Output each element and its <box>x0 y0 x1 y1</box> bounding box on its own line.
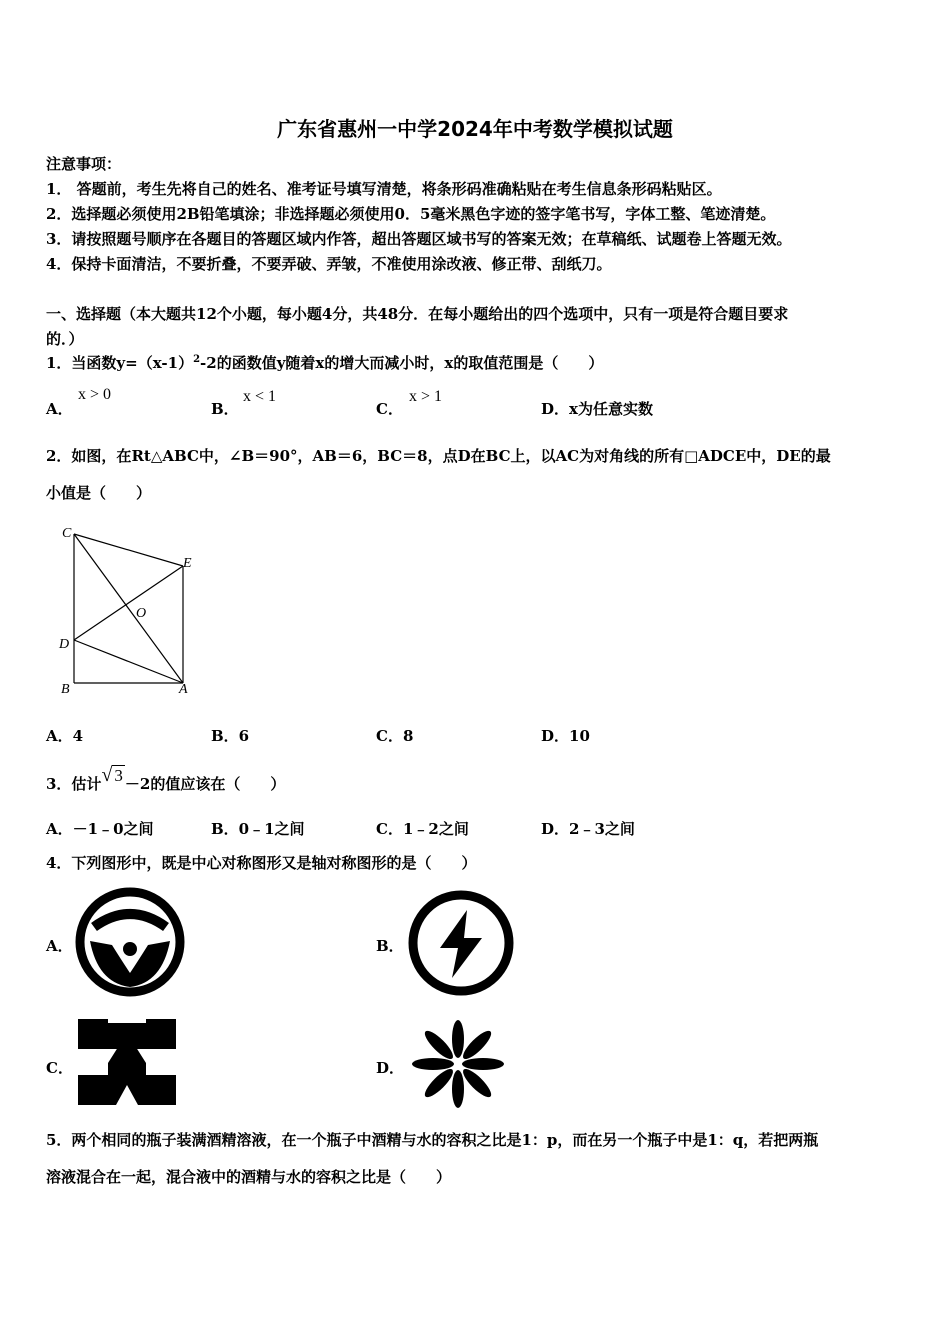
symbol-d-image <box>406 1020 510 1108</box>
point-label-d: D <box>59 637 70 652</box>
symbol-c-image <box>78 1019 176 1105</box>
symbol-b-image <box>404 886 518 1000</box>
point-label-c: C <box>62 526 72 541</box>
question-5-line2: 溶液混合在一起，混合液中的酒精与水的容积之比是（ ） <box>46 1168 452 1186</box>
option-label: D． <box>541 400 570 418</box>
notice-item: 4．保持卡面清洁，不要折叠，不要弄破、弄皱，不准使用涂改液、修正带、刮纸刀。 <box>46 255 612 273</box>
option-label: A． <box>46 400 73 418</box>
symbol-d-petal <box>462 1058 504 1070</box>
option-d: D．2﹣3之间 <box>541 820 635 838</box>
point-label-a: A <box>179 682 188 697</box>
option-label: C． <box>46 1059 73 1077</box>
option-label: A． <box>46 937 73 955</box>
option-d <box>541 398 653 419</box>
option-label: B． <box>376 937 404 955</box>
point-label-o: O <box>136 606 147 621</box>
symbol-a-dot <box>123 942 137 956</box>
symbol-c-block <box>78 1075 108 1105</box>
radicand: 3 <box>114 766 123 785</box>
option-a: A．－1﹣0之间 <box>46 820 154 838</box>
symbol-d-petal <box>412 1058 454 1070</box>
symbol-c-block <box>146 1075 176 1105</box>
option-d: D．10 <box>541 727 590 745</box>
notice-heading: 注意事项： <box>46 155 122 173</box>
symbol-d-petal <box>452 1070 464 1108</box>
symbol-a-arc <box>94 914 166 927</box>
option-c: C．8 <box>376 727 414 745</box>
option-c: C．1﹣2之间 <box>376 820 469 838</box>
question-4: 4．下列图形中，既是中心对称图形又是轴对称图形的是（ ） <box>46 854 477 872</box>
option-c-math: x > 1 <box>409 388 443 405</box>
option-a-math: x > 0 <box>78 386 112 403</box>
question-2-line1: 2．如图，在Rt△ABC中，∠B＝90°，AB＝6，BC＝8，点D在BC上，以AC为对角线的所有□ADCE中，DE的最 <box>46 447 831 465</box>
question-3-post: －2的值应该在（ ） <box>124 775 286 793</box>
notice-item: 2．选择题必须使用2B铅笔填涂；非选择题必须使用0．5毫米黑色字迹的签字笔书写，字体工整、笔迹清楚。 <box>46 205 776 223</box>
symbol-c-block <box>146 1019 176 1049</box>
question-1-post: -2的函数值y随着x的增大而减小时，x的取值范围是（ ） <box>200 354 604 372</box>
question-3-pre: 3．估计 <box>46 775 102 793</box>
option-label: D． <box>376 1059 405 1077</box>
symbol-d-petal <box>459 1065 494 1100</box>
option-b: B．0﹣1之间 <box>211 820 305 838</box>
symbol-d-petal <box>452 1020 464 1058</box>
option-a: A．4 <box>46 727 84 745</box>
question-2-line2: 小值是（ ） <box>46 484 152 502</box>
point-label-b: B <box>61 682 70 697</box>
option-d-text: x为任意实数 <box>569 400 653 418</box>
point-label-e: E <box>183 556 192 571</box>
segment-ca <box>74 534 183 683</box>
symbol-d-petal <box>421 1065 456 1100</box>
notice-item: 3．请按照题号顺序在各题目的答题区域内作答，超出答题区域书写的答案无效；在草稿纸、试题卷上答题无效。 <box>46 230 792 248</box>
section-heading-line1: 一、选择题（本大题共12个小题，每小题4分，共48分．在每小题给出的四个选项中，只有一项是符合题目要求 <box>46 305 789 323</box>
question-1-exponent: 2 <box>193 354 201 365</box>
option-label: B． <box>211 400 239 418</box>
question-3 <box>46 764 286 795</box>
option-b-math: x < 1 <box>243 388 277 405</box>
symbol-a-image <box>72 883 188 1001</box>
option-label: C． <box>376 400 403 418</box>
segment-ce <box>74 534 183 566</box>
symbol-d-petal <box>459 1027 494 1062</box>
page-title: 广东省惠州一中学2024年中考数学模拟试题 <box>277 117 673 141</box>
lightning-icon <box>440 910 482 978</box>
section-heading-line2: 的．） <box>46 330 84 348</box>
question-1-pre: 1．当函数y=（x-1） <box>46 354 194 372</box>
segment-de <box>74 566 183 640</box>
question-1 <box>46 352 603 373</box>
option-b: B．6 <box>211 727 250 745</box>
geometry-figure <box>52 520 202 700</box>
symbol-d-petal <box>421 1027 456 1062</box>
notice-item: 1． 答题前，考生先将自己的姓名、准考证号填写清楚，将条形码准确粘贴在考生信息条形码粘贴区。 <box>46 180 722 198</box>
radical-sign: √ <box>101 764 113 786</box>
question-5-line1: 5．两个相同的瓶子装满酒精溶液，在一个瓶子中酒精与水的容积之比是1：p，而在另一个瓶子中是1：q，若把两瓶 <box>46 1131 819 1149</box>
symbol-c-block <box>78 1019 108 1049</box>
